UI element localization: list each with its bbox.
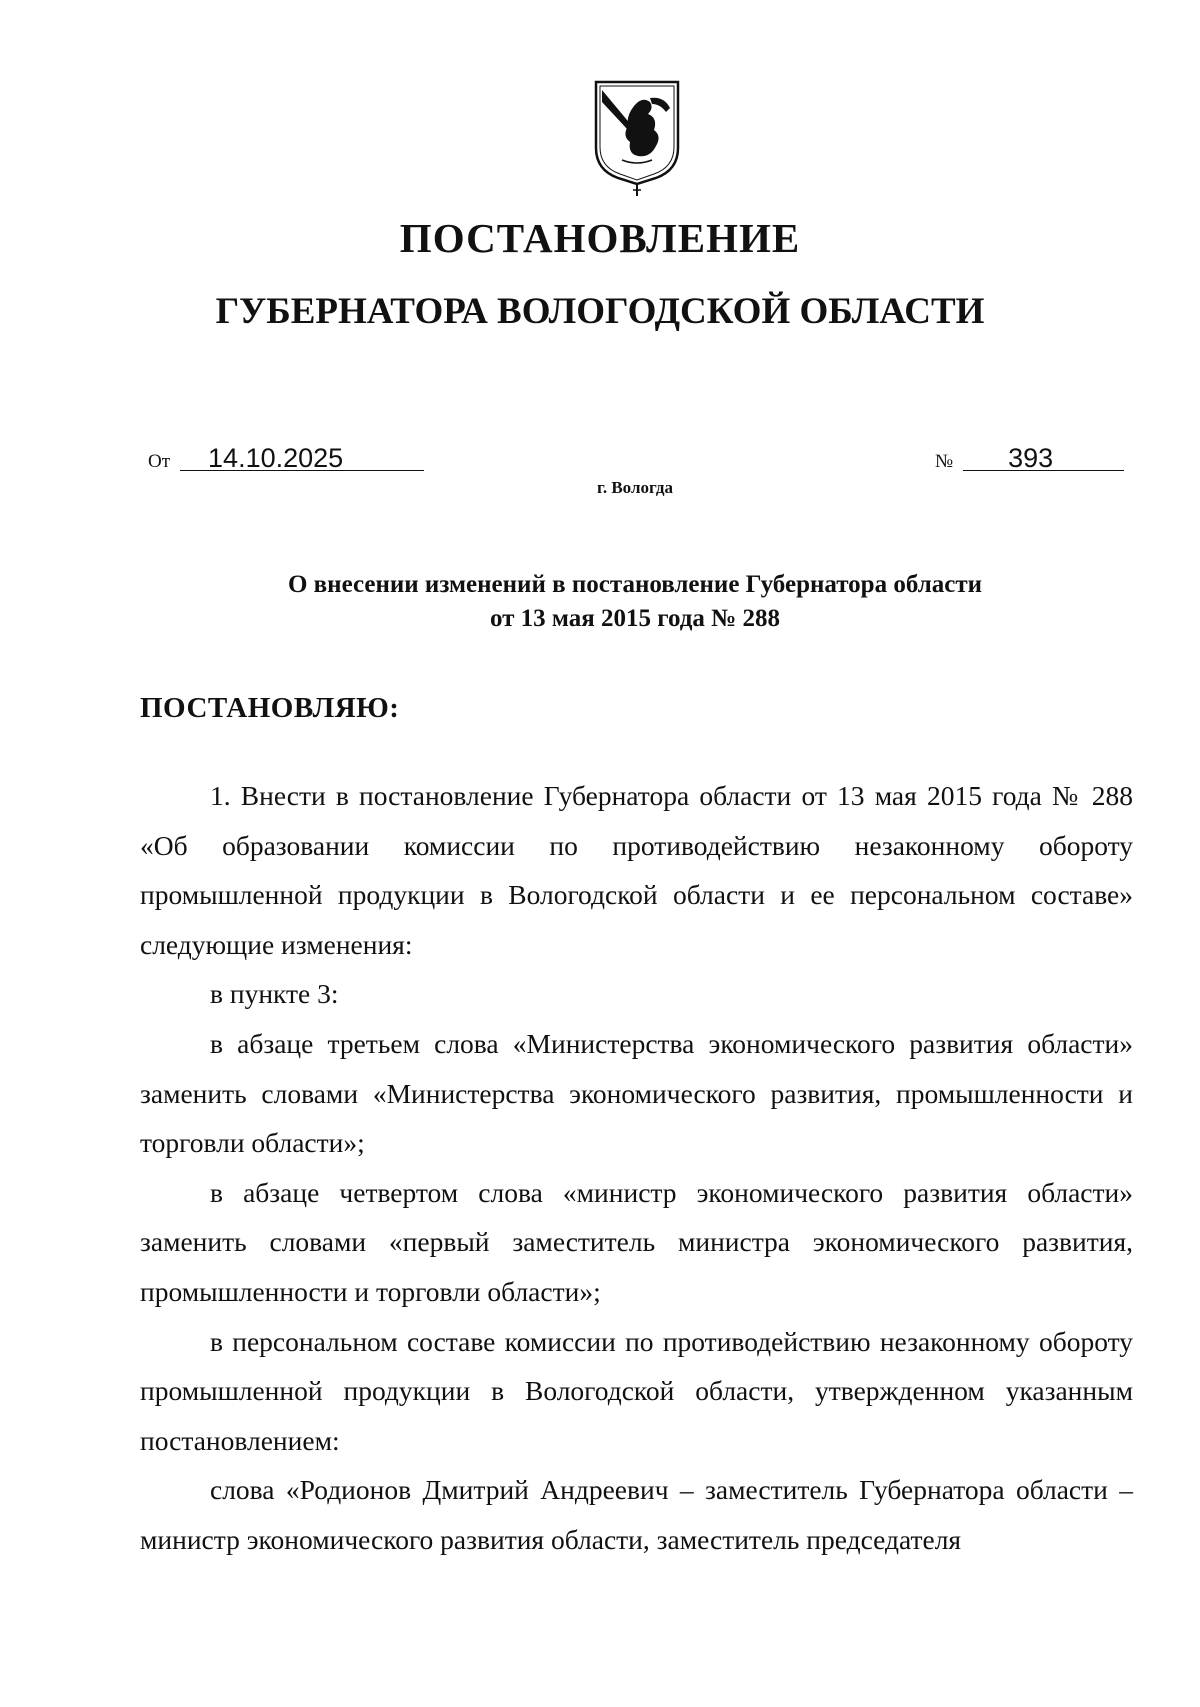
subject-line-2: от 13 мая 2015 года № 288: [489, 605, 781, 632]
body-paragraph: в абзаце четвертом слова «министр экономического развития области» заменить словами «первый заместитель министра экономического развития, промышленности и торговли области»;: [140, 1176, 1133, 1307]
body-paragraph: 1. Внести в постановление Губернатора области от 13 мая 2015 года № 288 «Об образовании комиссии по противодействию незаконному обороту промышленной продукции в Вологодской области и ее персональном составе» следующие изменения:: [140, 780, 1133, 960]
date-row: [148, 443, 424, 473]
coat-of-arms-emblem: [592, 78, 682, 198]
number-label: №: [935, 451, 954, 472]
body-paragraph: слова «Родионов Дмитрий Андреевич – заместитель Губернатора области – министр экономического развития области, заместитель председателя: [140, 1474, 1133, 1555]
document-subtitle: ГУБЕРНАТОРА ВОЛОГОДСКОЙ ОБЛАСТИ: [215, 291, 985, 332]
document-subject: [140, 568, 1130, 636]
number-value: 393: [963, 446, 1124, 471]
date-label: От: [148, 451, 171, 472]
document-title: ПОСТАНОВЛЕНИЕ: [399, 215, 801, 261]
decree-heading: ПОСТАНОВЛЯЮ:: [140, 692, 400, 724]
subject-line-1: О внесении изменений в постановление Губернатора области: [287, 571, 983, 598]
date-value: 14.10.2025: [180, 446, 424, 471]
document-body: [140, 771, 1133, 1565]
body-paragraph: в персональном составе комиссии по противодействию незаконному обороту промышленной продукции в Вологодской области, утвержденном указанным постановлением:: [140, 1325, 1133, 1456]
body-paragraph: в пункте 3:: [210, 978, 339, 1010]
body-paragraph: в абзаце третьем слова «Министерства экономического развития области» заменить словами «Министерства экономического развития, промышленности и торговли области»;: [140, 1027, 1133, 1159]
number-row: [935, 443, 1124, 473]
city-label: г. Вологда: [597, 478, 673, 497]
